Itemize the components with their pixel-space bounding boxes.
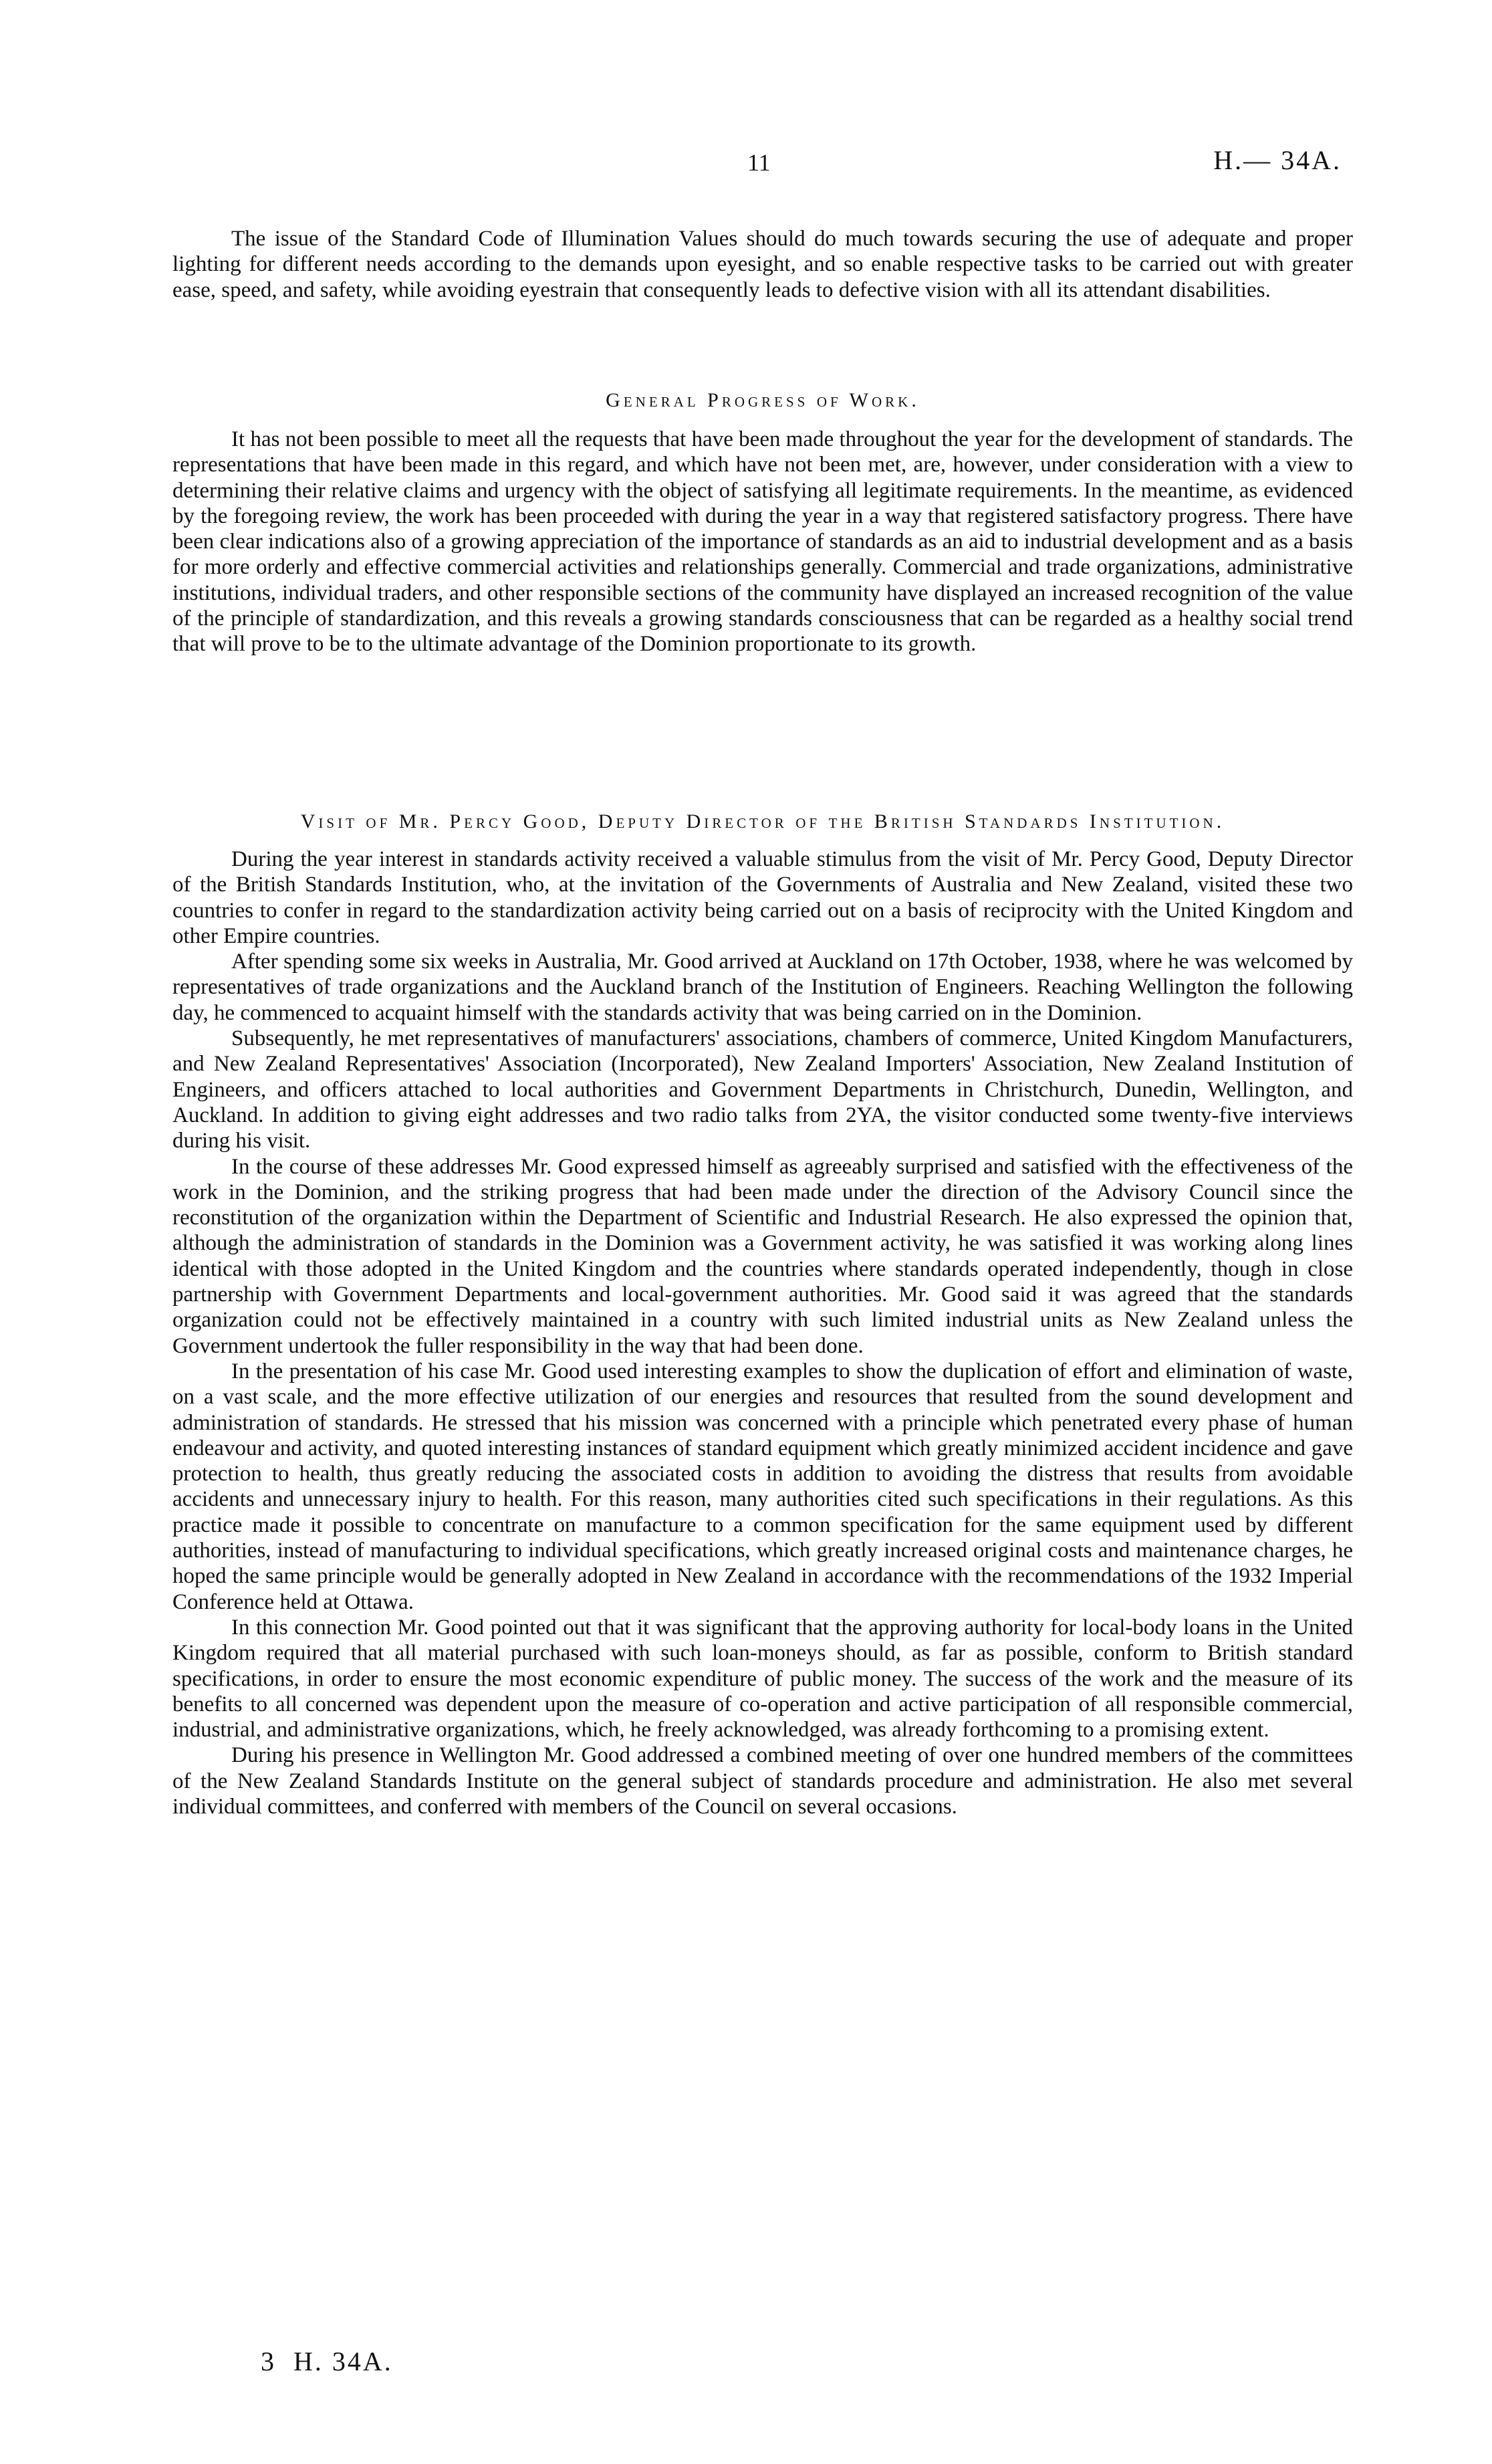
visit-paragraph-1: During the year interest in standards activity received a valuable stimulus from the visit of Mr. Percy Good, Deputy Director of the British Standards Institution, who, at the invitation of the Governments of Australia and New Zealand, visited these two countries to confer in regard to the standardization activity being carried out on a basis of reciprocity with the United Kingdom and other Empire countries. [172,847,1353,948]
intro-section [172,226,1353,303]
visit-paragraph-6: In this connection Mr. Good pointed out that it was significant that the approving authority for local-body loans in the United Kingdom required that all material purchased with such loan-moneys should, as far as possible, conform to British standard specifications, in order to ensure the most economic expenditure of public money. The success of the work and the measure of its benefits to all concerned was dependent upon the measure of co-operation and active participation of all responsible commercial, industrial, and administrative organizations, which, he freely acknowledged, was already forthcoming to a promising extent. [172,1615,1353,1743]
document-reference: H.— 34A. [1213,145,1342,175]
visit-paragraph-2: After spending some six weeks in Australia, Mr. Good arrived at Auckland on 17th October, 1938, where he was welcomed by representatives of trade organizations and the Auckland branch of the Institution of Engineers. Reaching Wellington the following day, he commenced to acquaint himself with the standards activity that was being carried on in the Dominion. [172,949,1353,1025]
visit-paragraph-4: In the course of these addresses Mr. Good expressed himself as agreeably surprised and satisfied with the effectiveness of the work in the Dominion, and the striking progress that had been made under the direction of the Advisory Council since the reconstitution of the organization within the Department of Scientific and Industrial Research. He also expressed the opinion that, although the administration of standards in the Dominion was a Government activity, he was satisfied it was working along lines identical with those adopted in the United Kingdom and the countries where standards operated independently, though in close partnership with Government Departments and local-government authorities. Mr. Good said it was agreed that the standards organization could not be effectively maintained in a country with such limited industrial units as New Zealand unless the Government undertook the fuller responsibility in the way that had been done. [172,1154,1353,1358]
visit-section [172,810,1353,1819]
intro-paragraph: The issue of the Standard Code of Illumination Values should do much towards securing the use of adequate and proper lighting for different needs according to the demands upon eyesight, and so enable respective tasks to be carried out with greater ease, speed, and safety, while avoiding eyestrain that consequently leads to defective vision with all its attendant disabilities. [172,227,1353,302]
general-progress-paragraph: It has not been possible to meet all the requests that have been made throughout the year for the development of standards. The representations that have been made in this regard, and which have not been met, are, however, under consideration with a view to determining their relative claims and urgency with the object of satisfying all legitimate requirements. In the meantime, as evidenced by the foregoing review, the work has been proceeded with during the year in a way that registered satisfactory progress. There have been clear indications also of a growing appreciation of the importance of standards as an aid to industrial development and as a basis for more orderly and effective commercial activities and relationships generally. Commercial and trade organizations, administrative institutions, individual traders, and other responsible sections of the community have displayed an increased recognition of the value of the principle of standardization, and this reveals a growing standards consciousness that can be regarded as a healthy social trend that will prove to be to the ultimate advantage of the Dominion proportionate to its growth. [172,427,1353,657]
general-progress-heading: General Progress of Work. [606,389,920,411]
visit-paragraph-5: In the presentation of his case Mr. Good used interesting examples to show the duplication of effort and elimination of waste, on a vast scale, and the more effective utilization of our energies and resources that resulted from the sound development and administration of standards. He stressed that his mission was concerned with a principle which penetrated every phase of human endeavour and activity, and quoted interesting instances of standard equipment which greatly minimized accident incidence and gave protection to health, thus greatly reducing the associated costs in addition to avoiding the distress that results from avoidable accidents and unnecessary injury to health. For this reason, many authorities cited such specifications in their regulations. As this practice made it possible to concentrate on manufacture to a common specification for the same equipment used by different authorities, instead of manufacturing to individual specifications, which greatly increased original costs and maintenance charges, he hoped the same principle would be generally adopted in New Zealand in accordance with the recommendations of the 1932 Imperial Conference held at Ottawa. [172,1359,1353,1614]
visit-heading: Visit of Mr. Percy Good, Deputy Director of the British Standards Institution. [300,810,1225,832]
visit-paragraph-3: Subsequently, he met representatives of manufacturers' associations, chambers of commerce, United Kingdom Manufacturers, and New Zealand Representatives' Association (Incorporated), New Zealand Importers' Association, New Zealand Institution of Engineers, and officers attached to local authorities and Government Departments in Christchurch, Dunedin, Wellington, and Auckland. In addition to giving eight addresses and two radio talks from 2YA, the visitor conducted some twenty-five interviews during his visit. [172,1026,1353,1153]
footer-signature: 3 H. 34A. [261,2346,393,2376]
general-progress-section [172,389,1353,657]
page-number: 11 [747,149,771,176]
visit-paragraph-7: During his presence in Wellington Mr. Good addressed a combined meeting of over one hundred members of the committees of the New Zealand Standards Institute on the general subject of standards procedure and administration. He also met several individual committees, and conferred with members of the Council on several occasions. [172,1743,1353,1819]
